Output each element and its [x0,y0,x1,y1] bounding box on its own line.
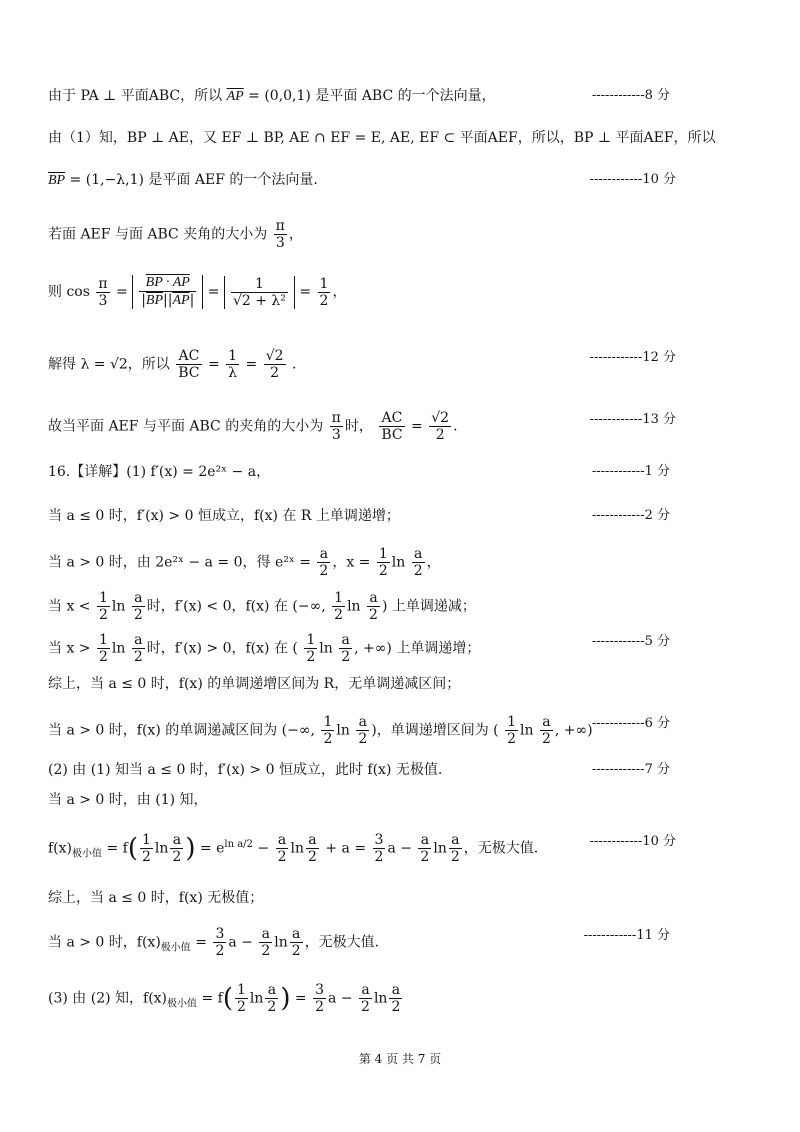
right-paren: ) [280,983,291,1014]
numerator: AC [379,410,404,427]
fraction-1-2 [140,832,153,865]
text: ， [426,554,441,571]
fraction-1-2 [97,632,110,665]
solution-line-1 [48,86,496,107]
vector-bp: $\overline{BP}$ [48,173,66,188]
denominator: 2 [236,999,246,1015]
numerator: AC [176,348,201,365]
denominator: 2 [307,849,317,865]
denominator: 2 [270,365,280,381]
left-paren: ( [127,833,138,864]
solution-line-9: 当 a ≤ 0 时，f′(x) > 0 恒成立，f(x) 在 R 上单调递增； [48,508,400,524]
denominator: 2 [319,292,329,309]
text: 时，f′(x) > 0，f(x) 在 ( [146,640,298,657]
denominator: 2 [323,731,333,747]
solution-line-3 [48,170,318,191]
right-paren: ) [185,833,196,864]
denominator: √ 2 + λ² [231,293,288,309]
numerator: 3 [374,832,384,848]
fraction-a-2 [132,590,145,623]
text: ln [319,640,333,657]
denominator: 2 [172,849,182,865]
abs-dot-product [132,275,203,309]
solution-line-12 [48,632,480,665]
fraction-dot [139,275,196,309]
text: ，x = [332,554,375,571]
text: ， [288,226,303,243]
text: ，无极大值. [463,840,539,857]
score-mark: ------------8 分 [591,88,670,103]
fraction-1-2 [304,632,317,665]
fraction-pi-3 [330,410,343,443]
denominator: 2 [261,943,271,959]
fraction-3-2 [213,926,226,959]
numerator: a [367,590,380,607]
score-mark: ------------2 分 [591,508,670,523]
score-mark: ------------10 分 [589,172,676,187]
numerator: a [356,714,369,731]
score-mark: ------------6 分 [591,716,670,731]
text: (3) 由 (2) 知，f(x) [48,990,168,1007]
fraction-a-2 [418,832,431,865]
fraction-1-2 [377,546,390,579]
solution-line-14 [48,714,593,747]
denominator: 2 [98,607,108,623]
denominator: 2 [98,649,108,665]
fraction-pi-3 [274,218,287,251]
text: = [294,284,316,300]
numerator: π [98,275,108,292]
text: 故当平面 AEF 与平面 ABC 的夹角的大小为 [48,418,324,435]
numerator: a [132,590,145,607]
vector-ap: $\overline{AP}$ [226,89,244,104]
fraction-1-2 [318,276,331,309]
text: 当 a > 0 时，f(x) [48,934,161,951]
fraction-1-2 [97,590,110,623]
fraction-a-2 [276,832,289,865]
subscript-min-value: 极小值 [167,998,198,1010]
numerator: BP · AP [139,275,196,292]
score-mark: ------------7 分 [591,762,670,777]
text: 当 x > [48,640,95,657]
numerator: a [418,832,431,849]
text: 若面 AEF 与面 ABC 夹角的大小为 [48,226,268,243]
numerator: 1 [98,632,108,648]
solution-line-11 [48,590,476,623]
denominator: 2 [291,943,301,959]
numerator: a [276,832,289,849]
denominator: 2 [391,999,401,1015]
text: 由于 PA ⊥ 平面ABC，所以 [48,88,227,104]
denominator: 2 [277,849,287,865]
numerator: 1 [98,590,108,606]
fraction-1-2 [505,714,518,747]
denominator: 3 [275,235,285,251]
score-mark: ------------13 分 [589,412,676,427]
denominator: 2 [413,563,423,579]
text: . [453,418,458,435]
solution-line-4 [48,218,303,251]
left-paren: ( [222,983,233,1014]
numerator: a [540,714,553,731]
fraction-a-2 [339,632,352,665]
fraction-1-lambda [226,348,239,381]
text: = [203,356,225,373]
numerator: a [449,832,462,849]
fraction-ac-bc [176,348,201,381]
numerator: a [389,982,402,999]
text: 当 a > 0 时，f(x) 的单调递减区间为 (−∞, [48,722,320,739]
solution-line-5 [48,275,346,309]
denominator: 2 [315,999,325,1015]
text: a − [228,934,258,951]
solution-line-6 [48,348,296,381]
text: = (1,−λ,1) 是平面 AEF 的一个法向量. [65,172,318,188]
numerator: 1 [507,714,516,730]
text: = f [197,990,223,1007]
denominator: 3 [98,292,108,309]
denominator: 2 [306,649,316,665]
fraction-a-2 [356,714,369,747]
q16-part2-line-3 [48,832,538,865]
q16-part2-line-2: 当 a > 0 时，由 (1) 知， [48,792,208,808]
denominator: $|\overline{BP}||\overline{AP}|$ [141,292,195,308]
fraction-a-2 [132,632,145,665]
q16-part3-line-1 [48,982,404,1015]
numerator: 1 [319,275,329,292]
abs-root [224,276,295,309]
numerator: √ 2 [264,348,286,365]
fraction-pi-3 [96,276,109,309]
fraction-ac-bc [379,410,404,443]
denominator: 2 [420,849,430,865]
numerator: π [275,218,285,234]
fraction-1-2 [235,982,248,1015]
score-mark: ------------12 分 [589,350,676,365]
denominator: 2 [133,607,143,623]
text: = [190,934,212,951]
text: = [241,356,262,373]
fraction-a-2 [367,590,380,623]
denominator: 3 [331,427,341,443]
fraction-1-2 [321,714,334,747]
text: 则 cos [48,284,90,300]
numerator: 1 [323,714,333,730]
q16-part2-line-1: (2) 由 (1) 知当 a ≤ 0 时，f′(x) > 0 恒成立，此时 f(x) 无极值. [48,762,443,778]
numerator: 1 [306,632,316,648]
numerator: 1 [141,832,151,848]
numerator: a [412,546,425,563]
numerator: a [132,632,145,649]
q16-part1-heading: 16.【详解】(1) f′(x) = 2e²ˣ − a， [48,464,271,480]
text: + a = [320,840,371,857]
denominator: 2 [507,731,516,747]
exponent: ln a/2 [224,838,253,850]
text: 当 a > 0 时，由 2e²ˣ − a = 0，得 e²ˣ = [48,554,316,571]
text: ln [154,840,169,857]
numerator: 3 [215,926,225,942]
text: 解得 λ = √2，所以 [48,356,175,373]
text: 当 x < [48,598,95,615]
text: ln [433,840,447,857]
text: a − [387,840,417,857]
text: a − [328,990,358,1007]
q16-part2-line-4: 综上，当 a ≤ 0 时，f(x) 无极值； [48,890,264,906]
solution-line-10 [48,546,441,579]
text: ln [111,640,126,657]
numerator: 3 [315,982,325,998]
subscript-min-value: 极小值 [72,848,103,860]
denominator: BC [381,427,403,443]
numerator: a [265,982,278,999]
text: ln [520,722,534,739]
numerator: a [290,926,303,943]
score-mark: ------------10 分 [589,834,676,849]
numerator: a [259,926,272,943]
fraction-a-2 [389,982,402,1015]
numerator: π [331,410,341,426]
solution-line-2: 由（1）知，BP ⊥ AE，又 EF ⊥ BP, AE ∩ EF = E, AE, EF ⊂ 平面AEF，所以，BP ⊥ 平面AEF，所以 [48,130,716,146]
denominator: 2 [358,731,368,747]
denominator: λ [228,365,238,381]
text: . [287,356,297,373]
denominator: 2 [541,731,551,747]
text: = [111,284,133,300]
fraction-a-2 [259,926,272,959]
fraction-a-2 [290,926,303,959]
solution-line-7 [48,410,458,443]
fraction-a-2 [540,714,553,747]
text: ln [391,554,406,571]
text: ln [249,990,264,1007]
text: f(x) [48,840,73,857]
denominator: 2 [450,849,460,865]
text: , +∞) 上单调递增； [354,640,481,657]
text: = [290,990,312,1007]
text: ln [290,840,304,857]
text: )，单调递增区间为 ( [371,722,499,739]
fraction-a-2 [412,546,425,579]
denominator: 2 [267,999,277,1015]
denominator: BC [178,365,200,381]
text: ln [111,598,126,615]
score-mark: ------------11 分 [583,928,670,943]
fraction-root [231,276,288,309]
page-footer: 第 4 页 共 7 页 [358,1052,442,1066]
fraction-1-2 [332,590,345,623]
vector-ap: $\overline{AP}$ [172,293,190,308]
denominator: 2 [319,563,329,579]
q16-part2-line-5 [48,926,379,959]
fraction-a-2 [449,832,462,865]
vector-bp: $\overline{BP}$ [145,293,164,308]
denominator: 2 [133,649,143,665]
denominator: 2 [215,943,225,959]
denominator: 2 [141,849,151,865]
numerator: √ 2 [429,410,451,427]
text: , +∞) [554,722,593,739]
fraction-sqrt2-2 [429,410,451,443]
fraction-a-2 [359,982,372,1015]
fraction-a-2 [306,832,319,865]
text: = f [102,840,128,857]
fraction-sqrt2-2 [264,348,286,381]
text: = [406,418,428,435]
text: ， [332,284,347,300]
fraction-3-2 [313,982,326,1015]
fraction-a-2 [317,546,330,579]
denominator: 2 [361,999,370,1015]
solution-line-13: 综上，当 a ≤ 0 时，f(x) 的单调递增区间为 R，无单调递减区间； [48,676,461,692]
text: 时，f′(x) < 0，f(x) 在 (−∞, [146,598,331,615]
text: ，无极大值. [304,934,380,951]
numerator: a [306,832,319,849]
text: ln [336,722,350,739]
fraction-a-2 [170,832,183,865]
fraction-3-2 [373,832,386,865]
denominator: 2 [435,427,445,443]
denominator: 2 [378,563,388,579]
text: = [203,284,224,300]
denominator: 2 [341,649,351,665]
numerator: a [317,546,330,563]
numerator: a [359,982,372,999]
fraction-a-2 [265,982,278,1015]
text: ln [373,990,388,1007]
text: ln [347,598,361,615]
denominator: 2 [369,607,378,623]
text: ln [274,934,288,951]
numerator: a [339,632,352,649]
numerator: 1 [378,546,388,562]
numerator: 1 [228,348,238,364]
subscript-min-value: 极小值 [160,942,191,954]
score-mark: ------------5 分 [591,634,670,649]
denominator: 2 [334,607,344,623]
score-mark: ------------1 分 [591,464,670,479]
text: 时， [344,418,373,435]
text: ) 上单调递减； [381,598,476,615]
text: = (0,0,1) 是平面 ABC 的一个法向量， [243,88,496,104]
numerator: 1 [236,982,246,998]
denominator: 2 [374,849,384,865]
numerator: 1 [334,590,344,606]
text: = e [195,840,225,857]
numerator: a [170,832,183,849]
text: − [252,840,274,857]
numerator: 1 [231,276,288,293]
